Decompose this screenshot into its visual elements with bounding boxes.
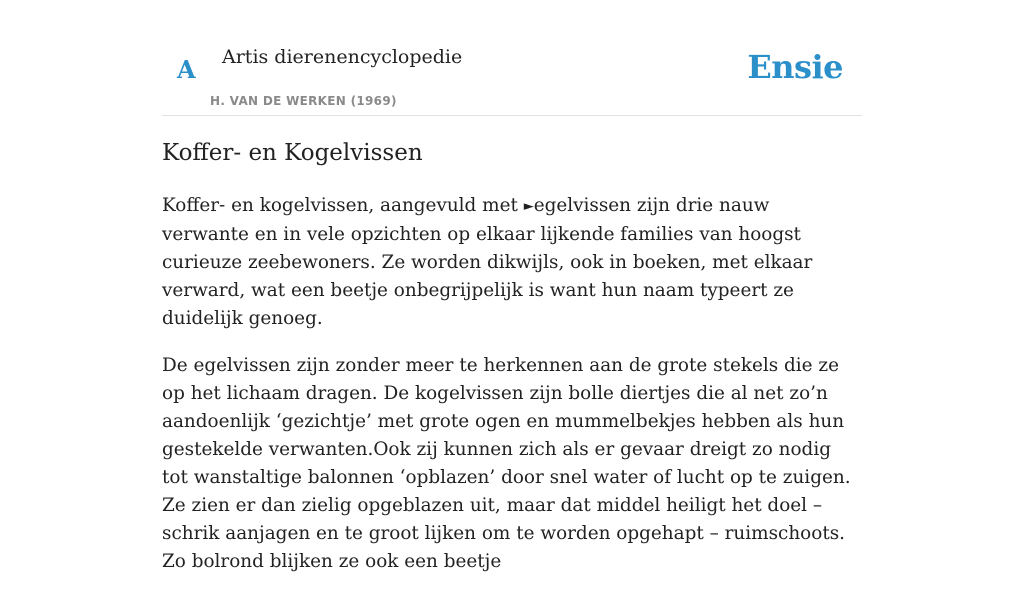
book-author: H. VAN DE WERKEN (1969) [210,94,397,108]
article-body [162,192,862,595]
article-paragraph-1 [162,192,862,333]
paragraph-text: zijn drie nauw verwante en in vele opzichten op elkaar lijkende families van hoogst curieuze zeebewoners. Ze worden dikwijls, ook in boeken, met elkaar verward, wat een beetje onbegrijpelijk is want hun naam typeert ze duidelijk genoeg. [162,195,813,329]
book-header [162,0,862,116]
paragraph-text: Koffer- en kogelvissen, aangevuld met [162,195,524,216]
index-letter-link[interactable]: A [177,55,196,84]
book-title-link[interactable]: Artis dierenencyclopedie [222,46,463,68]
egelvissen-link[interactable]: egelvissen [533,195,632,216]
article-paragraph-2: De egelvissen zijn zonder meer te herkennen aan de grote stekels die ze op het lichaam dragen. De kogelvissen zijn bolle diertjes die al net zo’n aandoenlijk ‘gezichtje’ met grote ogen en mummelbekjes hebben als hun gestekelde verwanten.Ook zij kunnen zich als er gevaar dreigt zo nodig tot wanstaltige balonnen ‘opblazen’ door snel water of lucht op te zuigen. Ze zien er dan zielig opgeblazen uit, maar dat middel heiligt het doel – schrik aanjagen en te groot lijken om te worden opgehapt – ruimschoots. Zo bolrond blijken ze ook een beetje [162,355,851,572]
arrow-right-icon: ► [523,199,534,214]
article-title: Koffer- en Kogelvissen [162,140,423,166]
ensie-logo-link[interactable]: Ensie [747,48,843,86]
